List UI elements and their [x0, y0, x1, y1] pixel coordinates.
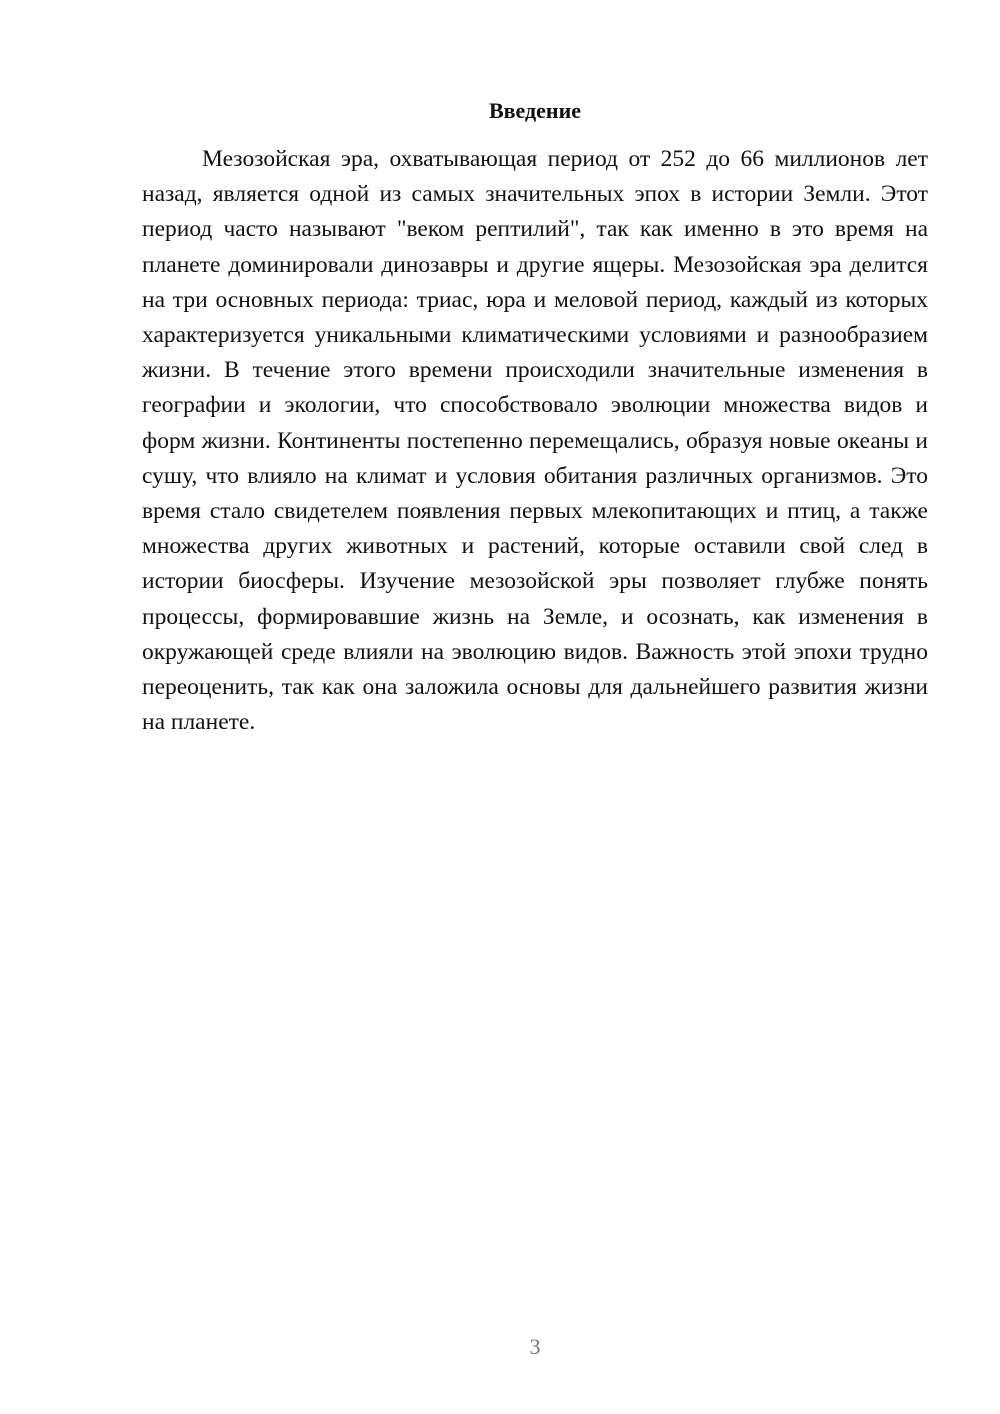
page-number: 3 [529, 1334, 541, 1359]
body-paragraph: Мезозойская эра, охватывающая период от 252 до 66 миллионов лет назад, является одной из самых значительных эпох в истории Земли. Этот период часто называют "веком рептилий", так как именно в это время на планете доминировали динозавры и другие ящеры. Мезозойская эра делится на три основных периода: триас, юра и меловой период, каждый из которых характеризуется уникальными климатическими условиями и разнообразием жизни. В течение этого времени происходили значительные изменения в географии и экологии, что способствовало эволюции множества видов и форм жизни. Континенты постепенно перемещались, образуя новые океаны и сушу, что влияло на климат и условия обитания различных организмов. Это время стало свидетелем появления первых млекопитающих и птиц, а также множества других животных и растений, которые оставили свой след в истории биосферы. Изучение мезозойской эры позволяет глубже понять процессы, формировавшие жизнь на Земле, и осознать, как изменения в окружающей среде влияли на эволюцию видов. Важность этой эпохи трудно переоценить, так как она заложила основы для дальнейшего развития жизни на планете. [142, 146, 928, 736]
section-heading: Введение [488, 98, 582, 123]
